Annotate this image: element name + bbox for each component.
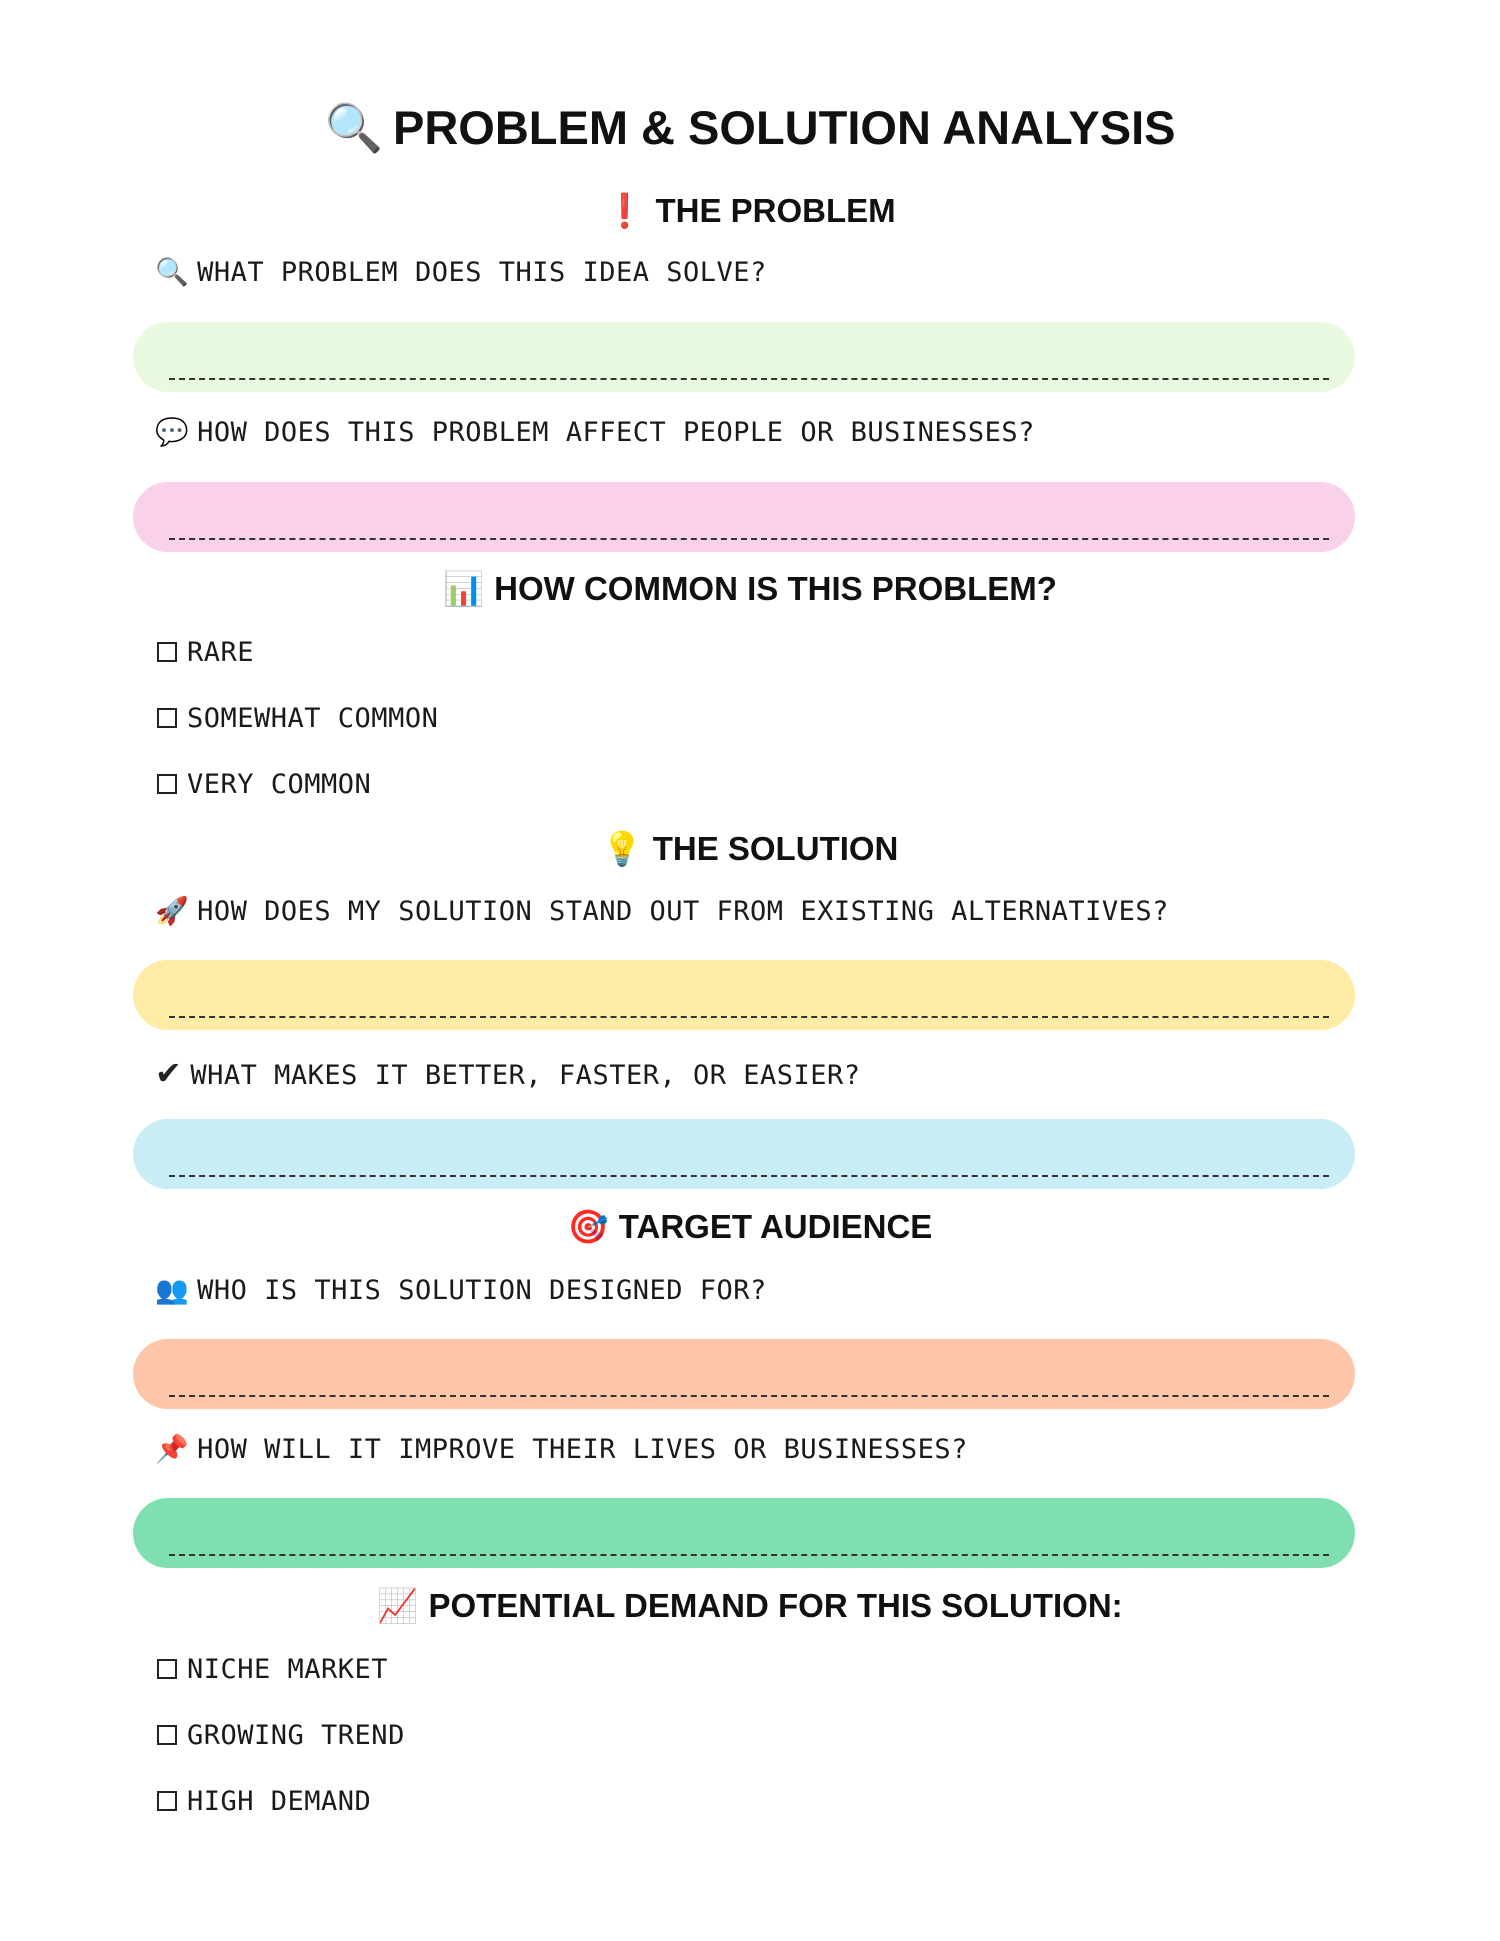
checkbox-option-somewhat-common[interactable]	[157, 703, 438, 734]
option-label: VERY COMMON	[187, 769, 372, 800]
answer-line	[169, 1554, 1329, 1556]
section-heading-how-common	[0, 570, 1500, 609]
question-text: WHO IS THIS SOLUTION DESIGNED FOR?	[197, 1275, 767, 1306]
answer-line	[169, 1016, 1329, 1018]
exclamation-icon: ❗	[604, 192, 646, 229]
answer-field-improve-lives[interactable]	[133, 1498, 1355, 1568]
question-stand-out	[155, 895, 1169, 927]
section-title-potential-demand: POTENTIAL DEMAND FOR THIS SOLUTION:	[428, 1587, 1123, 1624]
section-title-target-audience: TARGET AUDIENCE	[618, 1208, 933, 1245]
checkbox-icon[interactable]	[157, 1659, 177, 1679]
checkbox-icon[interactable]	[157, 708, 177, 728]
section-title-how-common: HOW COMMON IS THIS PROBLEM?	[494, 570, 1057, 607]
question-problem-solved	[155, 256, 767, 288]
section-title-problem: THE PROBLEM	[655, 192, 896, 229]
section-heading-target-audience	[0, 1208, 1500, 1247]
option-label: HIGH DEMAND	[187, 1786, 372, 1817]
question-text: HOW WILL IT IMPROVE THEIR LIVES OR BUSINESSES?	[197, 1434, 968, 1465]
page-title-text: PROBLEM & SOLUTION ANALYSIS	[393, 101, 1176, 154]
rocket-icon: 🚀	[155, 896, 190, 927]
checkbox-icon[interactable]	[157, 774, 177, 794]
checkbox-option-high-demand[interactable]	[157, 1786, 371, 1817]
lightbulb-icon: 💡	[601, 830, 643, 867]
checkbox-icon[interactable]	[157, 1725, 177, 1745]
checkbox-option-very-common[interactable]	[157, 769, 371, 800]
answer-field-problem-impact[interactable]	[133, 482, 1355, 552]
page-title	[0, 100, 1500, 156]
checkbox-option-rare[interactable]	[157, 637, 254, 668]
answer-field-problem-solved[interactable]	[133, 322, 1355, 392]
question-problem-impact	[155, 416, 1035, 448]
trend-up-icon: 📈	[377, 1587, 419, 1624]
question-text: HOW DOES THIS PROBLEM AFFECT PEOPLE OR BUSINESSES?	[197, 417, 1035, 448]
answer-line	[169, 538, 1329, 540]
question-better-faster-easier	[155, 1054, 861, 1092]
question-text: WHAT MAKES IT BETTER, FASTER, OR EASIER?	[190, 1060, 861, 1091]
target-icon: 🎯	[567, 1208, 609, 1245]
option-label: SOMEWHAT COMMON	[187, 703, 439, 734]
checkbox-icon[interactable]	[157, 1791, 177, 1811]
question-text: HOW DOES MY SOLUTION STAND OUT FROM EXISTING ALTERNATIVES?	[197, 896, 1169, 927]
section-heading-solution	[0, 830, 1500, 869]
option-label: GROWING TREND	[187, 1720, 405, 1751]
section-heading-potential-demand	[0, 1587, 1500, 1626]
section-title-solution: THE SOLUTION	[652, 830, 899, 867]
question-text: WHAT PROBLEM DOES THIS IDEA SOLVE?	[197, 257, 767, 288]
checkbox-option-growing-trend[interactable]	[157, 1720, 405, 1751]
option-label: NICHE MARKET	[187, 1654, 389, 1685]
bar-chart-icon: 📊	[443, 570, 485, 607]
question-designed-for	[155, 1274, 767, 1306]
speech-bubble-icon: 💬	[155, 417, 190, 448]
answer-field-better-faster-easier[interactable]	[133, 1119, 1355, 1189]
answer-line	[169, 1175, 1329, 1177]
answer-field-stand-out[interactable]	[133, 960, 1355, 1030]
magnifier-icon: 🔍	[155, 257, 190, 288]
checkmark-icon: ✔	[155, 1054, 183, 1092]
question-improve-lives	[155, 1433, 968, 1465]
pushpin-icon: 📌	[155, 1434, 190, 1465]
answer-line	[169, 1395, 1329, 1397]
checkbox-option-niche-market[interactable]	[157, 1654, 388, 1685]
option-label: RARE	[187, 637, 255, 668]
answer-field-designed-for[interactable]	[133, 1339, 1355, 1409]
magnifier-icon: 🔍	[324, 101, 383, 154]
answer-line	[169, 378, 1329, 380]
people-icon: 👥	[155, 1275, 190, 1306]
checkbox-icon[interactable]	[157, 642, 177, 662]
section-heading-problem	[0, 192, 1500, 231]
